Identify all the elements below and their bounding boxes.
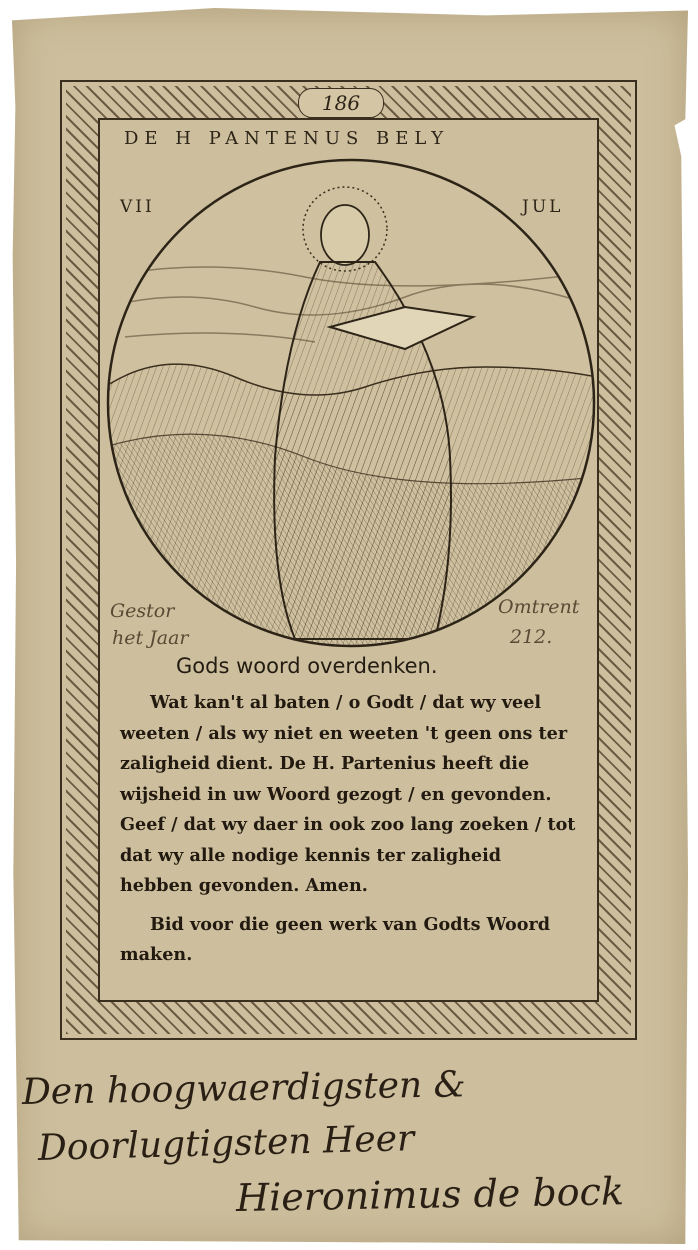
margin-note-left-1: Gestor bbox=[110, 600, 175, 622]
page-number: 186 bbox=[298, 88, 384, 118]
prayer-text bbox=[120, 688, 576, 971]
margin-note-left-2: het Jaar bbox=[112, 627, 189, 649]
date-month: JUL bbox=[522, 197, 564, 217]
prayer-paragraph: Wat kan't al baten / o Godt / dat wy veel weeten / als wy niet en weeten 't geen ons ter zaligheid dient. De H. Partenius heeft die wijsheid in uw Woord gezogt / en gevonden. Geef / dat wy daer in ook zoo lang zoeken / tot dat wy alle nodige kennis ter zaligheid hebben gevonden. Amen. bbox=[120, 692, 576, 896]
date-day: VII bbox=[120, 197, 155, 217]
prayer-heading: Gods woord overdenken. bbox=[176, 654, 438, 678]
handwritten-dedication-line-1: Den hoogwaerdigsten & bbox=[21, 1064, 466, 1113]
saint-caption: DE H PANTENUS BELY bbox=[124, 128, 450, 149]
saint-head bbox=[321, 205, 369, 265]
prayer-intention: Bid voor die geen werk van Godts Woord maken. bbox=[120, 913, 551, 965]
margin-note-right-2: 212. bbox=[510, 626, 553, 648]
handwritten-signature: Hieronimus de bock bbox=[235, 1169, 625, 1220]
handwritten-dedication-line-2: Doorlugtigsten Heer bbox=[37, 1118, 415, 1169]
margin-note-right-1: Omtrent bbox=[498, 596, 580, 618]
saint-engraving bbox=[105, 157, 597, 649]
